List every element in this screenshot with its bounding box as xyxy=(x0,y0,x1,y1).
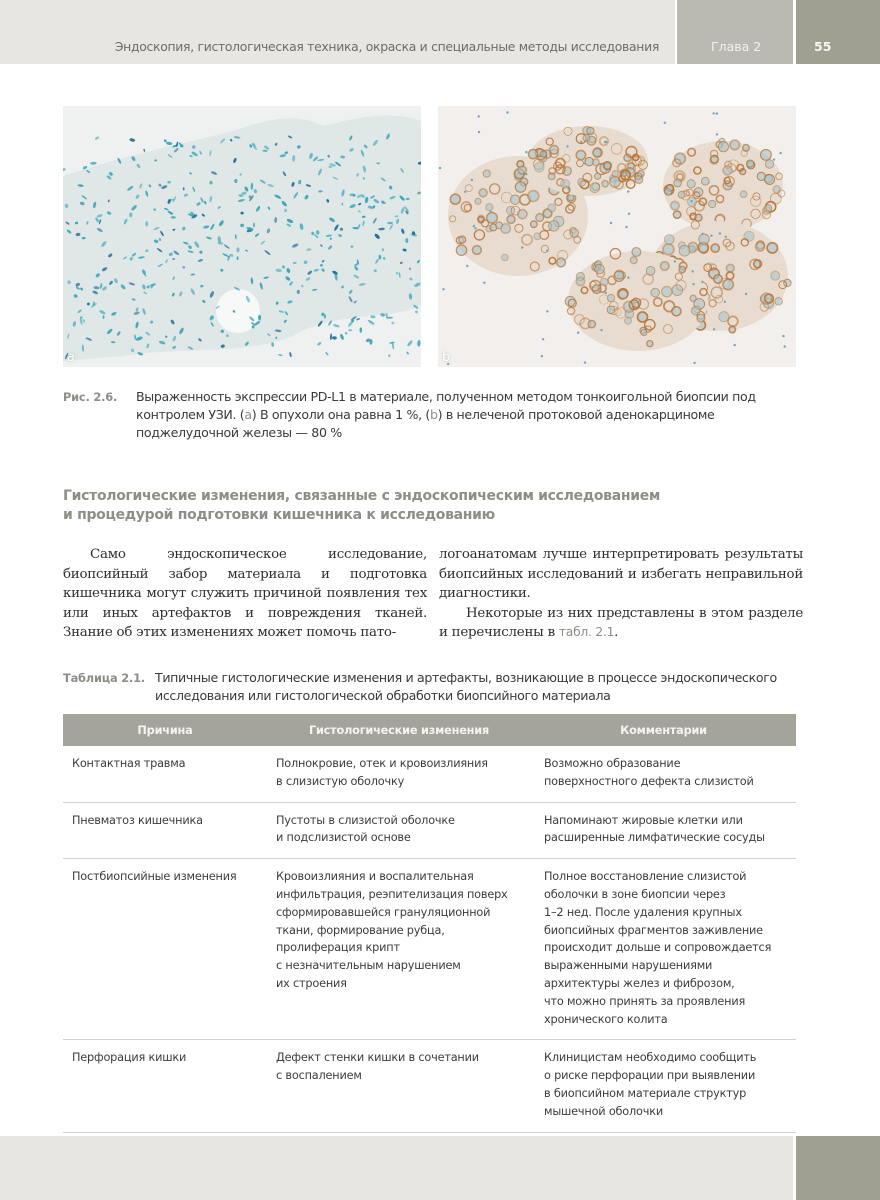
cell-text-line: сформировавшейся грануляционной xyxy=(276,905,491,919)
cell-mark xyxy=(678,191,685,198)
stray-nucleus-mark xyxy=(566,145,568,147)
cell-comments xyxy=(531,802,796,859)
cell-mark xyxy=(757,172,765,180)
cell-mark xyxy=(528,191,539,202)
stray-nucleus-mark xyxy=(490,211,492,213)
cell-changes xyxy=(267,859,531,1040)
body-paragraph: логоанатомам лучше интерпретировать результаты биопсийных исследований и избегать неправильной диагностики. xyxy=(439,547,803,602)
cell-mark xyxy=(549,221,559,231)
body-paragraph: Само эндоскопическое исследование, биопсийный забор материала и подготовка кишечника могут служить причиной появления тех или иных артефактов и повреждения тканей. Знание об этих изменениях может помочь пато- xyxy=(63,547,427,641)
table-reference-link[interactable]: табл. 2.1 xyxy=(558,625,615,640)
nucleus-mark xyxy=(333,324,340,329)
figure-panel-a xyxy=(63,106,421,367)
table-caption xyxy=(63,669,803,705)
stray-nucleus-mark xyxy=(692,283,694,285)
cell-mark xyxy=(723,166,732,175)
cell-text-line: биопсийных фрагментов заживление xyxy=(544,923,763,937)
stray-nucleus-mark xyxy=(605,141,607,143)
nucleus-mark xyxy=(406,351,409,355)
stray-nucleus-mark xyxy=(471,179,473,181)
cell-mark xyxy=(600,278,608,286)
cell-mark xyxy=(565,296,575,306)
cell-mark xyxy=(662,286,672,296)
cell-mark xyxy=(557,258,566,267)
stray-nucleus-mark xyxy=(716,112,718,114)
cell-mark xyxy=(588,320,595,327)
body-text: Некоторые из них представлены в этом разделе и перечислены в xyxy=(439,605,803,641)
stray-nucleus-mark xyxy=(610,222,612,224)
artifacts-table xyxy=(63,714,796,1133)
stray-nucleus-mark xyxy=(779,152,781,154)
table-row xyxy=(63,746,796,802)
stray-nucleus-mark xyxy=(584,162,586,164)
stray-nucleus-mark xyxy=(625,226,627,228)
section-heading-line: Гистологические изменения, связанные с эндоскопическим исследованием xyxy=(63,488,661,504)
table-row xyxy=(63,859,796,1040)
cell-mark xyxy=(450,194,460,204)
stray-nucleus-mark xyxy=(466,265,468,267)
cell-mark xyxy=(641,329,647,335)
cell-mark xyxy=(695,214,702,221)
table-caption-label: Таблица 2.1. xyxy=(63,671,145,685)
nucleus-mark xyxy=(271,342,274,347)
figure-panel-b xyxy=(438,106,796,367)
stray-nucleus-mark xyxy=(478,115,480,117)
nucleus-mark xyxy=(278,354,283,356)
stray-nucleus-mark xyxy=(580,141,582,143)
cell-mark xyxy=(529,150,538,159)
nucleus-mark xyxy=(289,352,292,357)
body-column-left xyxy=(63,545,427,643)
nucleus-mark xyxy=(417,340,421,347)
cell-mark xyxy=(595,264,604,273)
cell-changes xyxy=(267,1040,531,1132)
caption-text-part: ) В опухоли она равна 1 %, ( xyxy=(251,407,430,422)
cell-text-line: Постбиопсийные изменения xyxy=(72,870,237,884)
nucleus-mark xyxy=(356,318,360,321)
cell-mark xyxy=(595,173,601,179)
cell-mark xyxy=(767,243,777,253)
nucleus-mark xyxy=(330,333,332,340)
cell-mark xyxy=(607,306,615,314)
cell-mark xyxy=(578,178,586,186)
stray-nucleus-mark xyxy=(627,277,629,279)
cell-mark xyxy=(701,177,709,185)
cell-mark xyxy=(612,171,618,177)
panel-label-b: b xyxy=(442,350,451,365)
nucleus-mark xyxy=(345,332,348,335)
stray-nucleus-mark xyxy=(567,188,569,190)
cell-text-line: инфильтрация, реэпителизация поверх xyxy=(276,887,508,901)
stray-nucleus-mark xyxy=(679,266,681,268)
stray-nucleus-mark xyxy=(664,122,666,124)
table-row xyxy=(63,802,796,859)
nucleus-mark xyxy=(339,333,344,340)
cell-mark xyxy=(456,245,466,255)
page-number-tab xyxy=(796,0,880,64)
cell-mark xyxy=(550,145,559,154)
cell-mark xyxy=(729,326,735,332)
footer-tab xyxy=(796,1136,880,1200)
cell-mark xyxy=(570,229,579,238)
stray-nucleus-mark xyxy=(525,173,527,175)
nucleus-mark xyxy=(388,354,391,357)
cell-mark xyxy=(711,244,719,252)
stray-nucleus-mark xyxy=(525,151,527,153)
cell-mark xyxy=(536,214,544,222)
stray-nucleus-mark xyxy=(782,335,784,337)
figure-caption-text xyxy=(136,388,803,442)
stray-nucleus-mark xyxy=(734,344,736,346)
cell-text-line: хронического колита xyxy=(544,1012,668,1026)
cell-text-line: Полнокровие, отек и кровоизлияния xyxy=(276,757,488,770)
cell-mark xyxy=(764,205,772,213)
cell-mark xyxy=(651,288,660,297)
stray-nucleus-mark xyxy=(716,133,718,135)
figure-caption-label: Рис. 2.6. xyxy=(63,390,118,404)
nucleus-mark xyxy=(367,319,375,325)
cell-mark xyxy=(665,235,675,245)
cell-mark xyxy=(673,211,680,218)
stray-nucleus-mark xyxy=(541,355,543,357)
cell-mark xyxy=(699,234,709,244)
caption-ref-a: a xyxy=(244,407,252,422)
cell-mark xyxy=(709,200,716,207)
section-heading-line: и процедурой подготовки кишечника к исследованию xyxy=(63,507,495,523)
cell-mark xyxy=(587,127,594,134)
cell-mark xyxy=(590,183,600,193)
cell-text-line: Напоминают жировые клетки или xyxy=(544,813,743,827)
cell-mark xyxy=(740,191,747,198)
cell-mark xyxy=(479,189,487,197)
cell-mark xyxy=(473,246,482,255)
cell-mark xyxy=(660,262,669,271)
stray-nucleus-mark xyxy=(702,233,704,235)
cell-text-line: о риске перфорации при выявлении xyxy=(544,1069,756,1083)
cell-text-line: Дефект стенки кишки в сочетании xyxy=(276,1051,479,1065)
table-row xyxy=(63,1040,796,1132)
stray-nucleus-mark xyxy=(627,190,629,192)
cell-comments xyxy=(531,1040,796,1132)
stray-nucleus-mark xyxy=(600,329,602,331)
cell-text-line: Пустоты в слизистой оболочке xyxy=(276,813,455,827)
stray-nucleus-mark xyxy=(693,362,695,364)
column-header-changes: Гистологические изменения xyxy=(267,714,531,746)
cell-text-line: их строения xyxy=(276,976,347,990)
cell-mark xyxy=(487,213,498,224)
cell-text-line: что можно принять за проявления xyxy=(544,994,746,1008)
stray-nucleus-mark xyxy=(546,249,548,251)
cell-text-line: с незначительным нарушением xyxy=(276,959,461,973)
cell-text-line: выраженными нарушениями xyxy=(544,959,713,973)
nucleus-mark xyxy=(332,336,337,340)
body-text: . xyxy=(614,625,619,641)
cell-mark xyxy=(638,170,644,176)
page-number: 55 xyxy=(814,39,832,54)
nucleus-mark xyxy=(63,168,66,171)
cell-mark xyxy=(723,279,733,289)
cell-text-line: расширенные лимфатические сосуды xyxy=(544,831,765,845)
panel-label-a: a xyxy=(67,350,75,365)
section-heading xyxy=(63,487,803,525)
cell-mark xyxy=(663,244,674,255)
cell-mark xyxy=(744,231,754,241)
nucleus-mark xyxy=(406,339,413,347)
stray-nucleus-mark xyxy=(478,131,480,133)
stray-nucleus-mark xyxy=(719,232,721,234)
caption-text-part: ) в нелеченой протоковой аденокарциноме поджелудочной железы — 80 % xyxy=(136,407,715,440)
cell-text-line: архитектуры желез и фиброзом, xyxy=(544,976,735,990)
cell-mark xyxy=(672,307,681,316)
cell-mark xyxy=(730,140,740,150)
cell-mark xyxy=(483,170,490,177)
cell-mark xyxy=(697,314,705,322)
cell-mark xyxy=(714,275,723,284)
cell-mark xyxy=(691,307,699,315)
cell-mark xyxy=(576,277,584,285)
cell-mark xyxy=(515,182,526,193)
cell-mark xyxy=(507,215,515,223)
stray-nucleus-mark xyxy=(713,328,715,330)
cell-mark xyxy=(548,204,556,212)
cell-comments xyxy=(531,746,796,802)
stray-nucleus-mark xyxy=(546,310,548,312)
cell-mark xyxy=(747,160,754,167)
cell-mark xyxy=(674,179,682,187)
cell-text-line: поверхностного дефекта слизистой xyxy=(544,774,754,788)
cell-mark xyxy=(756,242,765,251)
cell-changes xyxy=(267,802,531,859)
cell-mark xyxy=(518,166,526,174)
stray-nucleus-mark xyxy=(521,246,523,248)
cell-text-line: Кровоизлияния и воспалительная xyxy=(276,870,474,884)
cell-mark xyxy=(632,248,641,257)
cell-text-line: Контактная травма xyxy=(72,757,186,770)
cell-text-line: и подслизистой основе xyxy=(276,831,411,845)
cell-text-line: происходит дольше и сопровождается xyxy=(544,941,772,955)
cell-mark xyxy=(665,189,672,196)
cell-text-line: Полное восстановление слизистой xyxy=(544,870,747,884)
stray-nucleus-mark xyxy=(773,158,775,160)
stray-nucleus-mark xyxy=(710,235,712,237)
chapter-label: Глава 2 xyxy=(711,39,762,54)
nucleus-mark xyxy=(325,352,329,356)
cell-text-line: в биопсийном материале структур xyxy=(544,1086,747,1100)
cell-mark xyxy=(534,162,544,172)
cell-mark xyxy=(618,290,627,299)
nucleus-mark xyxy=(166,141,173,145)
stray-nucleus-mark xyxy=(749,166,751,168)
stray-nucleus-mark xyxy=(690,200,692,202)
cell-mark xyxy=(607,294,614,301)
stray-nucleus-mark xyxy=(745,293,747,295)
cell-mark xyxy=(625,317,632,324)
cell-mark xyxy=(593,149,601,157)
cell-mark xyxy=(647,341,653,347)
figure-caption xyxy=(63,388,803,442)
stray-nucleus-mark xyxy=(725,236,727,238)
stray-nucleus-mark xyxy=(483,282,485,284)
cell-text-line: 1–2 нед. После удаления крупных xyxy=(544,905,742,919)
nucleus-mark xyxy=(391,321,395,325)
cell-mark xyxy=(718,142,728,152)
stray-nucleus-mark xyxy=(442,288,444,290)
cell-text-line: оболочки в зоне биопсии через xyxy=(544,887,726,901)
footer-band xyxy=(0,1136,793,1200)
cell-mark xyxy=(486,204,493,211)
cell-text-line: мышечной оболочки xyxy=(544,1104,663,1118)
stray-nucleus-mark xyxy=(439,167,441,169)
table-header-row xyxy=(63,714,796,746)
stray-nucleus-mark xyxy=(464,191,466,193)
stray-nucleus-mark xyxy=(674,260,676,262)
nucleus-mark xyxy=(253,223,255,228)
stray-nucleus-mark xyxy=(584,361,586,363)
caption-ref-b: b xyxy=(429,407,438,422)
nucleus-mark xyxy=(359,327,362,333)
cell-cause xyxy=(63,802,267,859)
cell-mark xyxy=(765,175,775,185)
table-caption-text: Типичные гистологические изменения и артефакты, возникающие в процессе эндоскопического исследования или гистологической обработки биопсийного материала xyxy=(155,670,777,703)
cell-text-line: Клиницистам необходимо сообщить xyxy=(544,1051,757,1065)
column-header-comments: Комментарии xyxy=(531,714,796,746)
stray-nucleus-mark xyxy=(473,225,475,227)
cell-mark xyxy=(593,159,600,166)
cell-mark xyxy=(507,206,515,214)
cell-mark xyxy=(784,279,791,286)
cell-mark xyxy=(602,181,608,187)
cell-mark xyxy=(518,210,527,219)
stray-nucleus-mark xyxy=(701,281,703,283)
cell-mark xyxy=(583,135,590,142)
cell-mark xyxy=(726,264,734,272)
running-title: Эндоскопия, гистологическая техника, окраска и специальные методы исследования xyxy=(114,39,659,54)
cell-mark xyxy=(531,221,538,228)
cell-cause xyxy=(63,746,267,802)
micrograph-a-image xyxy=(63,106,421,367)
cell-comments xyxy=(531,859,796,1040)
cell-cause xyxy=(63,1040,267,1132)
stray-nucleus-mark xyxy=(622,172,624,174)
body-column-right xyxy=(439,545,803,643)
cell-mark xyxy=(630,257,637,264)
column-header-cause: Причина xyxy=(63,714,267,746)
cell-mark xyxy=(775,298,783,306)
cell-mark xyxy=(502,254,509,261)
nucleus-mark xyxy=(143,149,145,153)
cell-mark xyxy=(496,222,503,229)
cell-mark xyxy=(773,186,780,193)
body-paragraph xyxy=(439,604,803,643)
cell-mark xyxy=(576,150,585,159)
cell-mark xyxy=(761,150,772,161)
cell-mark xyxy=(671,201,680,210)
stray-nucleus-mark xyxy=(506,111,508,113)
stray-nucleus-mark xyxy=(605,292,607,294)
cell-mark xyxy=(540,151,546,157)
cell-changes xyxy=(267,746,531,802)
cell-mark xyxy=(510,195,519,204)
cell-mark xyxy=(459,236,466,243)
cell-mark xyxy=(646,267,655,276)
cell-text-line: Перфорация кишки xyxy=(72,1051,187,1065)
nucleus-mark xyxy=(129,138,135,143)
cell-text-line: с воспалением xyxy=(276,1069,362,1083)
cell-mark xyxy=(604,162,612,170)
stray-nucleus-mark xyxy=(724,301,726,303)
stray-nucleus-mark xyxy=(542,338,544,340)
cell-text-line: в слизистую оболочку xyxy=(276,774,405,788)
cell-text-line: ткани, формирование рубца, xyxy=(276,923,445,937)
cell-mark xyxy=(771,271,780,280)
nucleus-mark xyxy=(348,329,352,332)
nucleus-mark xyxy=(414,310,418,314)
running-header xyxy=(0,0,675,64)
cell-text-line: пролиферация крипт xyxy=(276,941,400,955)
nucleus-mark xyxy=(317,341,322,346)
stray-nucleus-mark xyxy=(713,112,715,114)
cell-text-line: Пневматоз кишечника xyxy=(72,813,203,827)
nucleus-mark xyxy=(94,136,99,141)
cell-mark xyxy=(561,179,570,188)
cell-mark xyxy=(534,233,541,240)
stray-nucleus-mark xyxy=(474,227,476,229)
cell-mark xyxy=(475,198,481,204)
cell-mark xyxy=(635,176,643,184)
stray-nucleus-mark xyxy=(577,332,579,334)
cell-mark xyxy=(679,245,690,256)
micrograph-b-image xyxy=(438,106,796,367)
cell-text-line: Возможно образование xyxy=(544,757,681,770)
stray-nucleus-mark xyxy=(628,213,630,215)
nucleus-mark xyxy=(90,162,97,165)
chapter-tab xyxy=(677,0,793,64)
cell-mark xyxy=(765,160,773,168)
stray-nucleus-mark xyxy=(692,270,694,272)
cell-mark xyxy=(687,180,695,188)
cell-cause xyxy=(63,859,267,1040)
caption-text-part: Выраженность экспрессии PD-L1 в материале, полученном методом тонкоигольной биопсии под контролем УЗИ. ( xyxy=(136,389,756,422)
stray-nucleus-mark xyxy=(784,345,786,347)
nucleus-mark xyxy=(164,139,167,142)
